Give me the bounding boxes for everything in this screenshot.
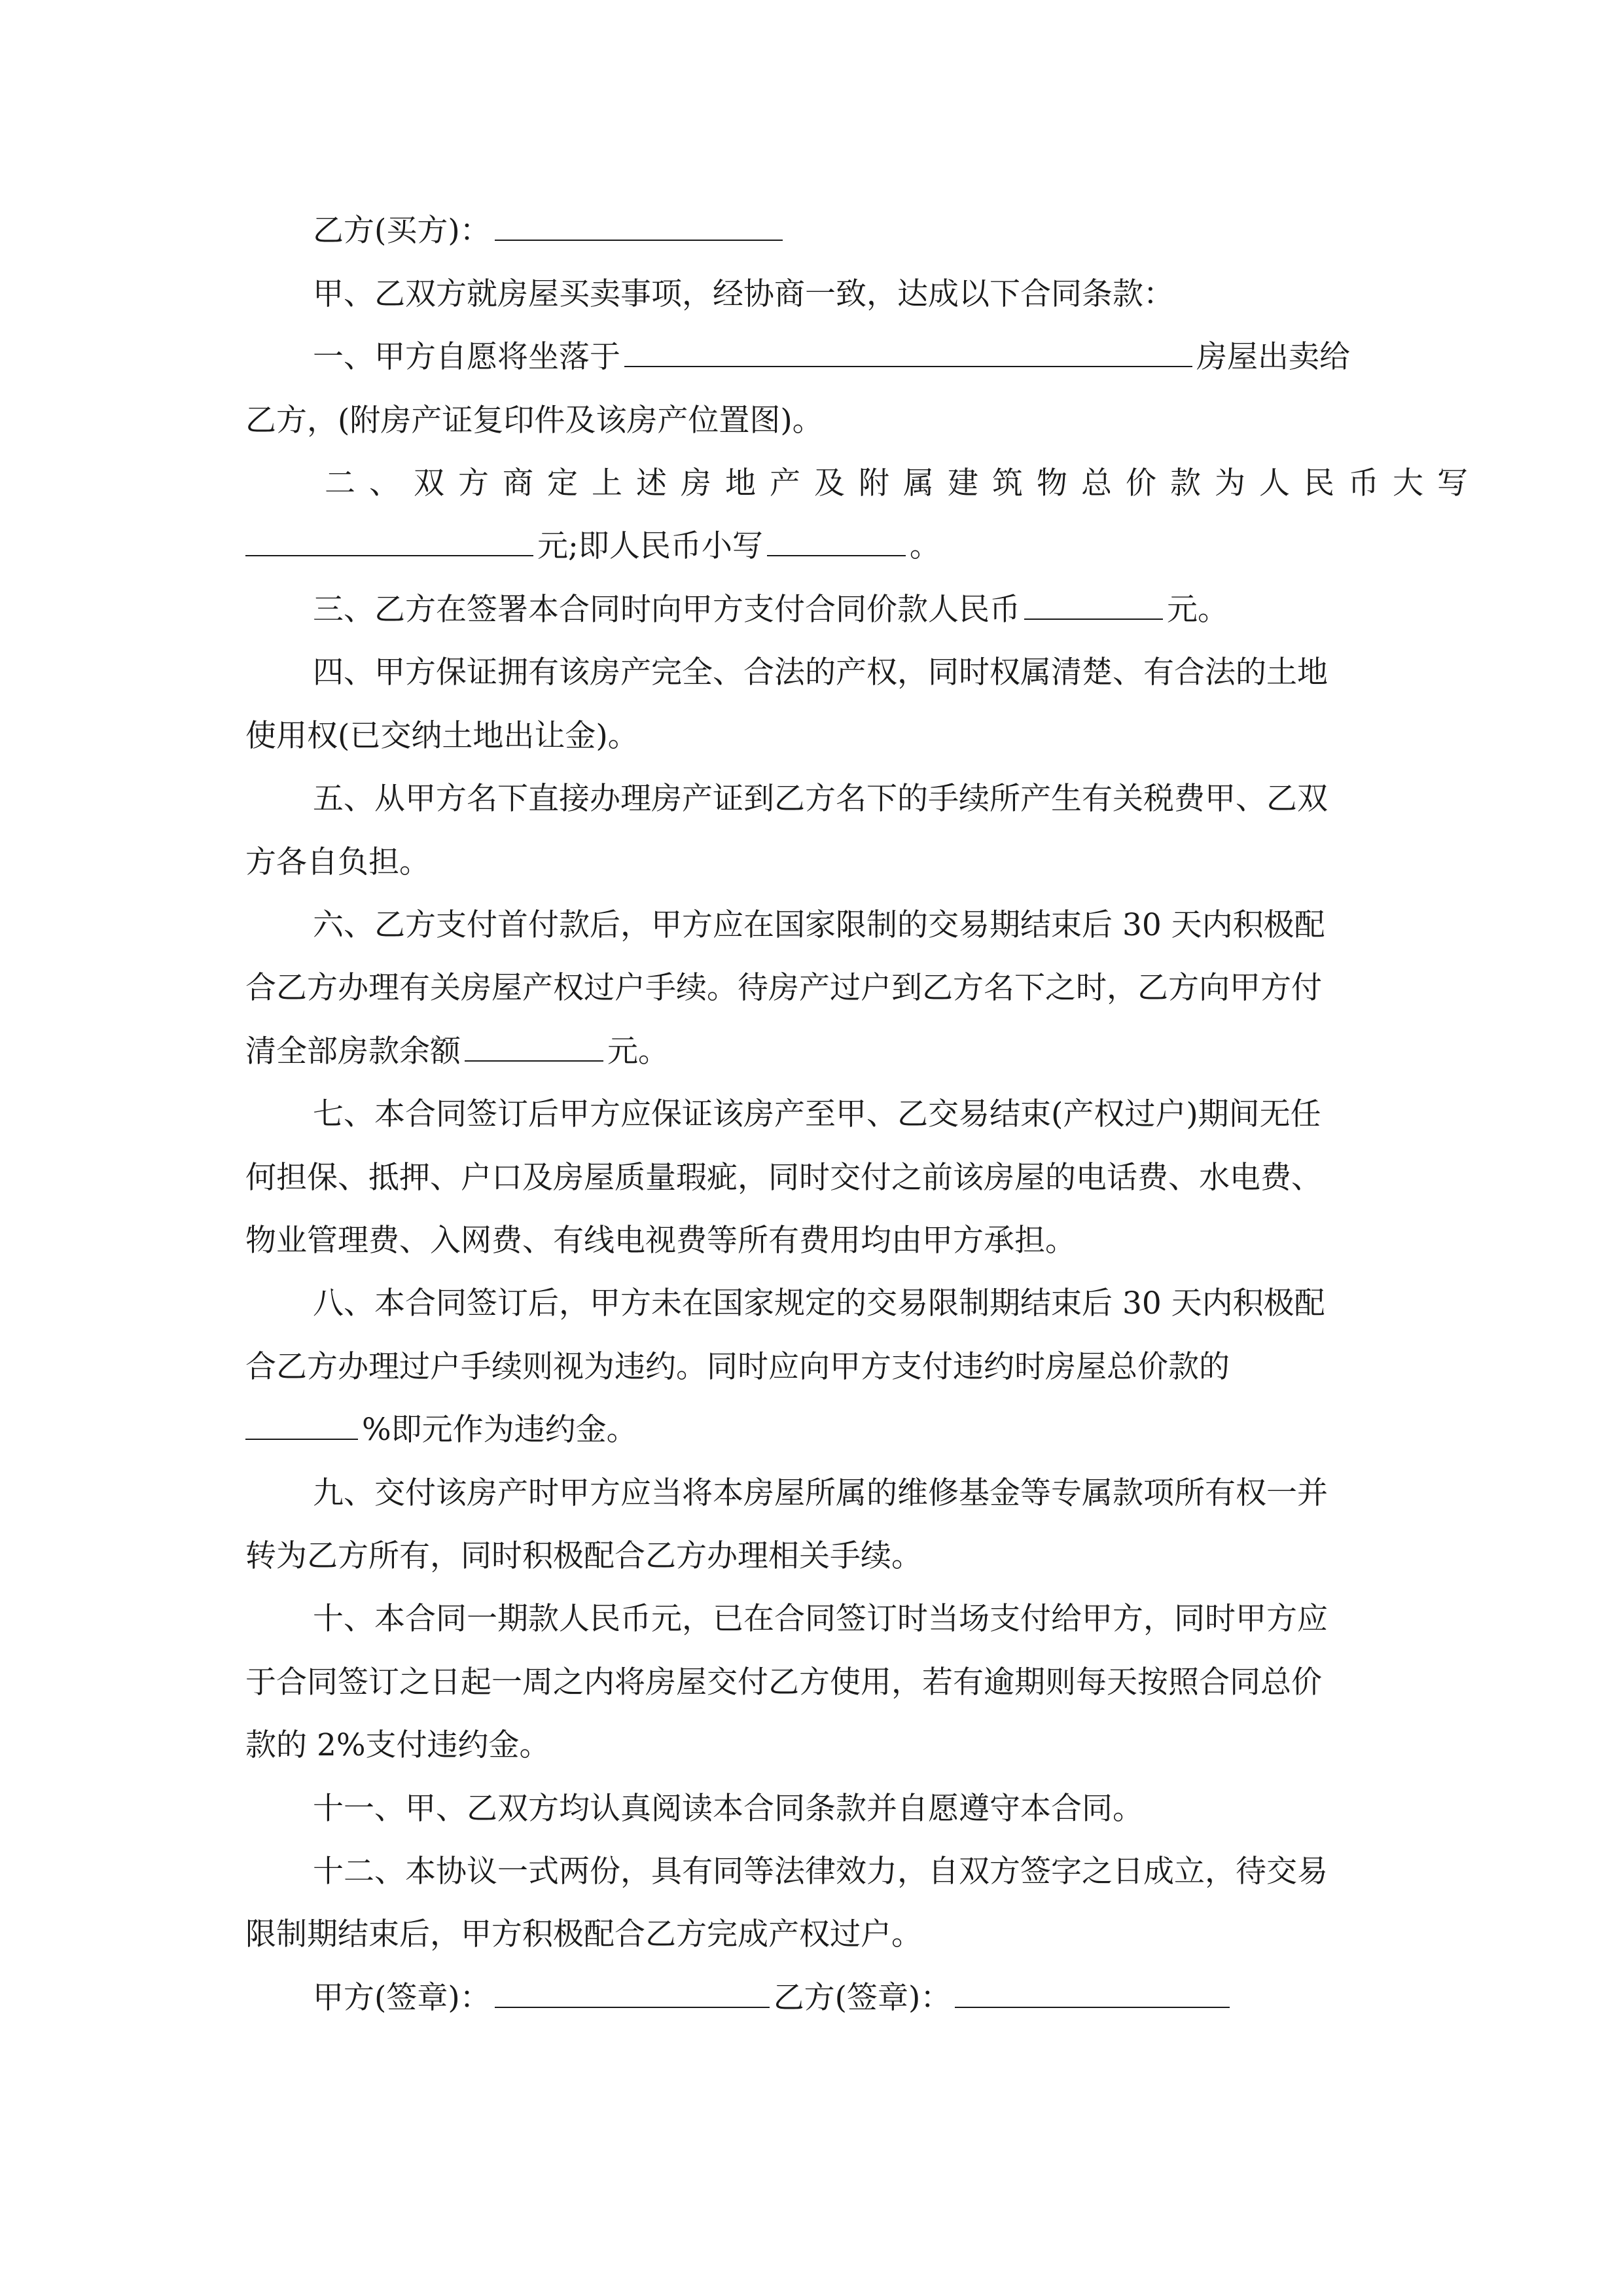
clause-1-line-2: 乙方，(附房产证复印件及该房产位置图)。 xyxy=(245,403,823,439)
party-a-signature-blank xyxy=(495,1969,770,2008)
party-b-signature-label: 乙方(签章)： xyxy=(773,1980,952,2016)
buyer-line xyxy=(313,199,787,262)
clause-10-line-2: 于合同签订之日起一周之内将房屋交付乙方使用，若有逾期则每天按照合同总价 xyxy=(245,1664,1322,1700)
party-b-signature-blank xyxy=(955,1969,1230,2008)
clause-3-text: 三、乙方在签署本合同时向甲方支付合同价款人民币 xyxy=(313,592,1020,628)
signature-line xyxy=(313,1966,1234,2030)
buyer-blank xyxy=(495,202,783,241)
clause-6-text: 清全部房款余额 xyxy=(245,1033,461,1069)
balance-blank xyxy=(465,1022,603,1062)
clause-1-line-1 xyxy=(313,325,1350,389)
clause-4-line-1: 四、甲方保证拥有该房产完全、合法的产权，同时权属清楚、有合法的土地 xyxy=(313,655,1328,691)
clause-2-line-2 xyxy=(245,514,940,578)
clause-5-line-1: 五、从甲方名下直接办理房产证到乙方名下的手续所产生有关税费甲、乙双 xyxy=(313,781,1328,817)
clause-1-text: 一、甲方自愿将坐落于 xyxy=(313,339,620,375)
clause-12-line-1: 十二、本协议一式两份，具有同等法律效力，自双方签字之日成立，待交易 xyxy=(313,1854,1328,1890)
deposit-blank xyxy=(1024,581,1163,620)
clause-3-end: 元。 xyxy=(1167,592,1228,628)
clause-2-end: 。 xyxy=(909,528,940,564)
clause-10-line-3: 款的 2%支付违约金。 xyxy=(245,1727,550,1763)
clause-6-line-3 xyxy=(245,1020,669,1083)
clause-3 xyxy=(313,578,1228,641)
clause-6-line-2: 合乙方办理有关房屋产权过户手续。待房产过户到乙方名下之时，乙方向甲方付 xyxy=(245,970,1322,1006)
clause-9-line-1: 九、交付该房产时甲方应当将本房屋所属的维修基金等专属款项所有权一并 xyxy=(313,1475,1328,1511)
clause-7-line-3: 物业管理费、入网费、有线电视费等所有费用均由甲方承担。 xyxy=(245,1223,1076,1259)
clause-6-line-1: 六、乙方支付首付款后，甲方应在国家限制的交易期结束后 30 天内积极配 xyxy=(313,907,1325,943)
clause-4-line-2: 使用权(已交纳土地出让金)。 xyxy=(245,718,639,754)
price-lowercase-blank xyxy=(767,517,906,556)
buyer-label: 乙方(买方)： xyxy=(313,213,491,249)
party-a-signature-label: 甲方(签章)： xyxy=(313,1980,491,2016)
clause-12-line-2: 限制期结束后，甲方积极配合乙方完成产权过户。 xyxy=(245,1916,922,1952)
clause-8-line-2: 合乙方办理过户手续则视为违约。同时应向甲方支付违约时房屋总价款的 xyxy=(245,1349,1230,1385)
clause-8-line-3 xyxy=(245,1398,637,1462)
clause-7-line-1: 七、本合同签订后甲方应保证该房产至甲、乙交易结束(产权过户)期间无任 xyxy=(313,1096,1321,1132)
clause-5-line-2: 方各自负担。 xyxy=(245,844,430,880)
clause-8-line-1: 八、本合同签订后，甲方未在国家规定的交易限制期结束后 30 天内积极配 xyxy=(313,1285,1325,1321)
clause-2-text: 元;即人民币小写 xyxy=(537,528,763,564)
clause-2-line-1: 二、双方商定上述房地产及附属建筑物总价款为人民币大写 xyxy=(325,465,1482,501)
clause-8-end: %即元作为违约金。 xyxy=(362,1412,637,1448)
clause-11: 十一、甲、乙双方均认真阅读本合同条款并自愿遵守本合同。 xyxy=(313,1791,1143,1827)
clause-6-end: 元。 xyxy=(607,1033,669,1069)
clause-7-line-2: 何担保、抵押、户口及房屋质量瑕疵，同时交付之前该房屋的电话费、水电费、 xyxy=(245,1160,1322,1196)
clause-9-line-2: 转为乙方所有，同时积极配合乙方办理相关手续。 xyxy=(245,1538,922,1574)
penalty-percent-blank xyxy=(245,1401,358,1440)
intro-paragraph: 甲、乙双方就房屋买卖事项，经协商一致，达成以下合同条款： xyxy=(313,276,1174,312)
price-uppercase-blank xyxy=(245,517,533,556)
location-blank xyxy=(624,328,1192,367)
clause-10-line-1: 十、本合同一期款人民币元，已在合同签订时当场支付给甲方，同时甲方应 xyxy=(313,1601,1328,1637)
clause-1-text-end: 房屋出卖给 xyxy=(1196,339,1350,375)
